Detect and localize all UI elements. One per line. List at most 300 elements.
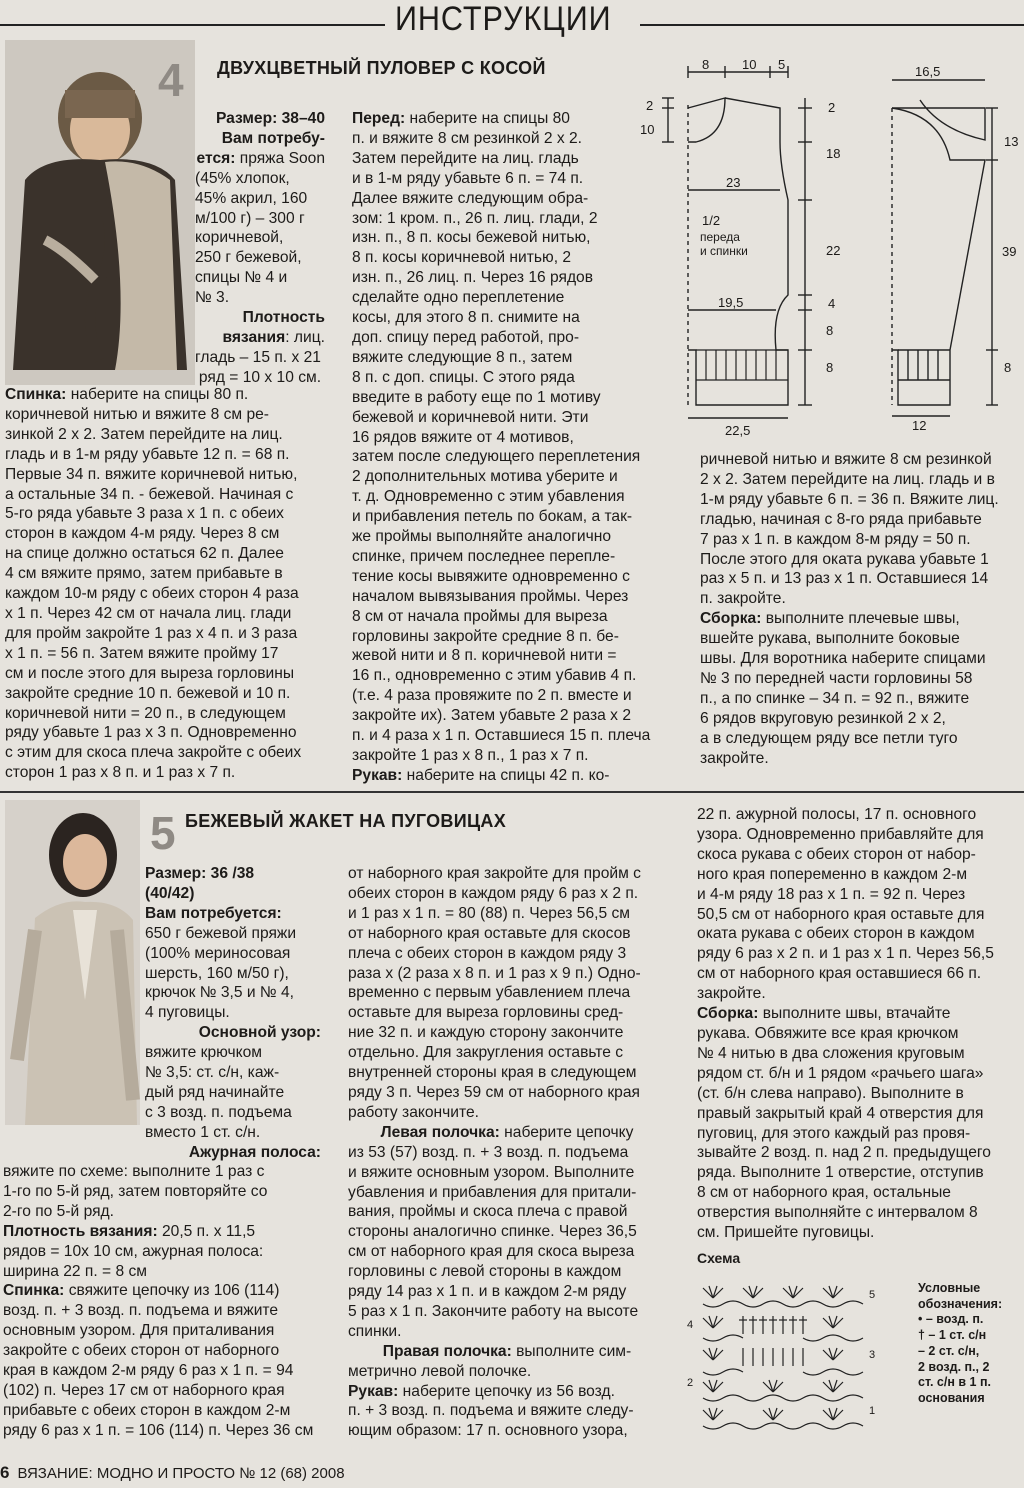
text-run: вяжите крючком: [145, 1044, 263, 1062]
text-line: [697, 1124, 1017, 1144]
text-line: [697, 924, 1017, 944]
text-run: из 53 (57) возд. п. + 3 возд. п. подъема: [348, 1143, 629, 1161]
text-line: [697, 984, 1017, 1004]
legend-items: [918, 1312, 1024, 1406]
sleeve-dim-13: 13: [1004, 134, 1019, 149]
text-run: (102) п. Через 17 см от наборного края: [3, 1381, 285, 1399]
text-run: возд. п. + 3 возд. п. подъема и вяжите: [3, 1302, 279, 1320]
text-line: [352, 129, 670, 149]
text-run: работу закончите.: [348, 1103, 479, 1121]
text-line: [5, 584, 323, 604]
text-run: 2-го по 5-й ряд.: [3, 1202, 114, 1220]
text-run: № 4 нитью в два сложения круговым: [697, 1044, 965, 1062]
magazine-issue: ВЯЗАНИЕ: МОДНО И ПРОСТО № 12 (68) 2008: [17, 1465, 345, 1482]
legend-item: [918, 1360, 1024, 1376]
text-run: № 3 по передней части горловины 58: [700, 669, 973, 687]
text-line: [700, 729, 1018, 749]
text-line: [352, 169, 670, 189]
text-line: [700, 510, 1018, 530]
text-run: наберите на спицы 80 п.: [66, 386, 249, 403]
text-line: [348, 1163, 666, 1183]
text-run: ряду 6 раз х 1 п. = 106 (114) п. Через 36 см: [3, 1421, 314, 1439]
text-line: [145, 1063, 321, 1083]
schema-row-3: 3: [869, 1349, 876, 1361]
pattern-title-2: БЕЖЕВЫЙ ЖАКЕТ НА ПУГОВИЦАХ: [185, 811, 507, 831]
text-line: [352, 428, 670, 448]
text-line: [348, 1322, 666, 1342]
text-line: [145, 884, 321, 904]
pattern-title: ДВУХЦВЕТНЫЙ ПУЛОВЕР С КОСОЙ: [217, 58, 546, 78]
text-line: [352, 189, 670, 209]
text-run: вяжите следующие 8 п., затем: [352, 348, 573, 366]
text-line: [348, 1123, 666, 1143]
text-line: [348, 1362, 666, 1382]
dim-top-5: 5: [778, 57, 786, 72]
text-run: жевой нити и 8 п. коричневой нити =: [352, 647, 617, 665]
dim-width-23: 23: [726, 175, 741, 190]
text-line: [352, 388, 670, 408]
page-header: [0, 0, 1024, 40]
text-run: наберите цепочку: [499, 1123, 634, 1141]
text-line: [145, 1143, 321, 1163]
text-line: [195, 129, 325, 149]
text-line: [697, 1143, 1017, 1163]
text-run: закройте с обеих сторон от наборного: [3, 1342, 280, 1360]
text-line: [697, 1163, 1017, 1183]
text-line: [5, 704, 323, 724]
text-line: [145, 1123, 321, 1143]
text-run: правый закрытый край 4 отверстия для: [697, 1104, 984, 1122]
text-run: наберите цепочку из 56 возд.: [398, 1382, 615, 1400]
pattern4-intro: [195, 109, 325, 388]
text-line: [352, 487, 670, 507]
dim-top-8: 8: [702, 57, 710, 72]
text-label: вязания: [222, 328, 286, 346]
text-run: 650 г бежевой пряжи: [145, 924, 297, 942]
pattern4-column-3: [700, 450, 1018, 769]
text-line: [697, 1104, 1017, 1124]
text-run: и 1 раз х 1 п. = 80 (88) п. Через 56,5 см: [348, 904, 630, 922]
text-line: [5, 504, 323, 524]
text-run: тение косы вывяжите одновременно с: [352, 567, 630, 585]
text-line: [352, 348, 670, 368]
text-run: 45% акрил, 160: [195, 189, 308, 207]
text-run: 8 см от начала проймы для выреза: [352, 607, 608, 625]
text-line: [5, 544, 323, 564]
sleeve-dim-16-5: 16,5: [915, 64, 941, 79]
section-divider: [0, 791, 1024, 793]
text-line: [697, 825, 1017, 845]
text-run: п., а по спинке – 34 п. = 92 п., вяжите: [700, 689, 970, 707]
schema-row-4: 4: [687, 1319, 694, 1331]
text-line: [5, 485, 323, 505]
text-run: ряду 6 раз х 2 п. и 1 раз х 1 п. Через 56,5: [697, 945, 994, 963]
pattern5-intro: [145, 864, 321, 1163]
text-line: [5, 723, 323, 743]
legend-text: ст. с/н в 1 п.: [918, 1375, 991, 1390]
text-line: [348, 924, 666, 944]
page-number: 6: [0, 1463, 10, 1482]
text-line: [3, 1182, 321, 1202]
text-run: х 1 п. = 56 п. Затем вяжите пройму 17: [5, 644, 279, 662]
legend-item: [918, 1312, 1024, 1328]
text-line: [348, 1421, 666, 1441]
text-run: и вяжите основным узором. Выполните: [348, 1163, 635, 1181]
text-run: : лиц.: [285, 328, 325, 346]
legend-item: [918, 1328, 1024, 1344]
text-run: см и после этого для выреза горловины: [5, 664, 295, 682]
text-line: [348, 1262, 666, 1282]
text-run: выполните сим-: [511, 1342, 632, 1360]
text-line: [348, 1043, 666, 1063]
text-run: рядом ст. б/н и 1 рядом «рачьего шага»: [697, 1064, 984, 1082]
text-run: Затем перейдите на лиц. гладь: [352, 149, 579, 167]
dim-right-8b: 8: [826, 360, 834, 375]
text-line: [352, 666, 670, 686]
text-run: спинке, причем последнее перепле-: [352, 547, 616, 565]
model-illustration-2: [5, 800, 140, 1125]
text-line: [697, 964, 1017, 984]
text-line: [5, 644, 323, 664]
text-run: каждом 10-м ряду с обеих сторон 4 раза: [5, 585, 299, 603]
text-run: Первые 34 п. вяжите коричневой нитью,: [5, 465, 298, 483]
text-line: [348, 1222, 666, 1242]
text-line: [352, 308, 670, 328]
dim-width-22-5: 22,5: [725, 423, 751, 438]
text-run: с этим для скоса плеча закройте с обеих: [5, 744, 302, 762]
text-label: Плотность: [242, 309, 325, 327]
text-run: см от наборного края оставшиеся 66 п.: [697, 965, 982, 983]
text-run: 8 п. косы коричневой нитью, 2: [352, 249, 572, 267]
text-line: [348, 1282, 666, 1302]
text-line: [145, 1003, 321, 1023]
text-run: рукава. Обвяжите все края крючком: [697, 1024, 959, 1042]
text-run: коричневой нити = 20 п., в следующем: [5, 704, 286, 722]
text-run: ричневой нитью и вяжите 8 см резинкой: [700, 451, 992, 468]
text-run: 2 х 2. Затем перейдите на лиц. гладь и в: [700, 470, 995, 488]
text-line: [348, 964, 666, 984]
text-line: [352, 149, 670, 169]
text-line: [700, 550, 1018, 570]
text-label: Рукав:: [348, 1382, 399, 1400]
text-line: [145, 983, 321, 1003]
text-run: п. закройте.: [700, 590, 786, 608]
text-run: и 4-м ряду 18 раз х 1 п. = 92 п. Через: [697, 885, 966, 903]
text-run: см. Пришейте пуговицы.: [697, 1224, 875, 1242]
schema-title: Схема: [697, 1250, 741, 1266]
header-rule-right: [640, 24, 1024, 26]
text-line: [5, 763, 323, 783]
text-line: [145, 924, 321, 944]
text-line: [348, 884, 666, 904]
text-line: [700, 629, 1018, 649]
text-run: 1-го по 5-й ряд, затем повторяйте со: [3, 1182, 268, 1200]
text-run: вшейте рукава, выполните боковые: [700, 630, 960, 648]
text-run: ние 32 п. и каждую сторону закончите: [348, 1024, 624, 1042]
text-line: [195, 308, 325, 328]
schema-row-5: 5: [869, 1289, 876, 1301]
text-run: убавления и прибавления для притали-: [348, 1183, 637, 1201]
text-run: косы, для этого 8 п. снимите на: [352, 309, 580, 327]
text-run: гладью, начиная с 8-го ряда прибавьте: [700, 510, 982, 528]
text-line: [3, 1262, 321, 1282]
schema-row-1: 1: [869, 1405, 876, 1417]
text-line: [195, 328, 325, 348]
text-run: 8 см от наборного края, остальные: [697, 1184, 951, 1202]
text-label: Ажурная полоса:: [188, 1143, 321, 1161]
text-run: Далее вяжите следующим обра-: [352, 189, 589, 207]
text-line: [348, 1103, 666, 1123]
text-run: оставьте для выреза горловины сред-: [348, 1004, 624, 1022]
legend-text: – 2 ст. с/н,: [918, 1343, 980, 1358]
text-line: [700, 569, 1018, 589]
text-line: [697, 1064, 1017, 1084]
text-run: гладь – 15 п. х 21: [195, 348, 321, 366]
text-run: 16 рядов вяжите от 4 мотивов,: [352, 428, 574, 446]
text-run: введите в работу еще по 1 мотиву: [352, 388, 601, 406]
text-run: а в следующем ряду все петли туго: [700, 729, 958, 747]
text-run: оката рукава с обеих сторон в каждом: [697, 925, 975, 943]
text-line: [697, 1004, 1017, 1024]
text-line: [352, 746, 670, 766]
text-line: [145, 1103, 321, 1123]
text-run: вяжите по схеме: выполните 1 раз с: [3, 1163, 265, 1180]
text-line: [352, 507, 670, 527]
text-run: и в 1-м ряду убавьте 6 п. = 74 п.: [352, 169, 584, 187]
text-line: [700, 470, 1018, 490]
text-run: зывайте 2 возд. п. над 2 п. предыдущего: [697, 1144, 991, 1162]
text-run: ряду убавьте 1 раз х 3 п. Одновременно: [5, 724, 297, 742]
text-line: [195, 109, 325, 129]
text-run: спицы № 4 и: [195, 269, 288, 287]
text-run: п. и вяжите 8 см резинкой 2 х 2.: [352, 129, 582, 147]
text-label: Сборка:: [700, 610, 762, 628]
text-run: 5-го ряда убавьте 3 раза х 1 п. с обеих: [5, 505, 284, 523]
text-run: 5 раз х 1 п. Закончите работу на высоте: [348, 1302, 639, 1320]
text-line: [348, 1143, 666, 1163]
text-run: горловины с левой стороны в каждом: [348, 1263, 622, 1281]
text-run: сделайте одно переплетение: [352, 289, 565, 307]
text-label: Плотность вязания:: [3, 1222, 158, 1240]
text-run: раз х 5 п. и 13 раз х 1 п. Оставшиеся 14: [700, 570, 989, 588]
text-label: Основной узор:: [198, 1024, 321, 1042]
text-run: зинкой 2 х 2. Затем перейдите на лиц.: [5, 425, 283, 443]
text-line: [697, 944, 1017, 964]
text-run: началом вывязывания проймы. Через: [352, 587, 629, 605]
text-line: [348, 1183, 666, 1203]
text-label: Вам потребу-: [221, 129, 325, 147]
text-line: [348, 1242, 666, 1262]
text-run: ширина 22 п. = 8 см: [3, 1262, 147, 1280]
text-run: наберите на спицы 80: [405, 110, 570, 127]
text-label: Спинка:: [5, 386, 67, 403]
text-run: п. и 4 раза х 1 п. Оставшиеся 15 п. плеча: [352, 727, 651, 745]
dim-right-18: 18: [826, 146, 841, 161]
text-run: обеих сторон в каждом ряду 6 раз х 2 п.: [348, 884, 639, 902]
text-line: [348, 1302, 666, 1322]
text-label: Левая полочка:: [380, 1123, 500, 1141]
text-line: [700, 450, 1018, 470]
text-line: [5, 524, 323, 544]
crochet-schema: [683, 1280, 883, 1440]
text-line: [697, 1044, 1017, 1064]
text-run: доп. спицу перед работой, про-: [352, 328, 580, 346]
text-line: [5, 624, 323, 644]
text-line: [195, 248, 325, 268]
text-run: закройте.: [697, 985, 766, 1003]
text-run: основным узором. Для приталивания: [3, 1322, 275, 1340]
text-line: [348, 1202, 666, 1222]
text-run: 8 п. с доп. спицы. С этого ряда: [352, 368, 575, 386]
legend-item: [918, 1344, 1024, 1360]
text-line: [195, 149, 325, 169]
legend-item: [918, 1375, 1024, 1391]
text-line: [352, 288, 670, 308]
text-line: [352, 686, 670, 706]
sleeve-dim-8: 8: [1004, 360, 1012, 375]
text-line: [195, 169, 325, 189]
text-run: закройте.: [700, 749, 769, 767]
text-line: [348, 1063, 666, 1083]
text-line: [348, 1003, 666, 1023]
schema-legend: [918, 1281, 1024, 1407]
text-line: [195, 189, 325, 209]
text-line: [195, 288, 325, 308]
text-line: [348, 1083, 666, 1103]
text-line: [145, 964, 321, 984]
text-line: [352, 646, 670, 666]
text-line: [5, 564, 323, 584]
text-label: Сборка:: [697, 1005, 759, 1023]
text-run: (45% хлопок,: [195, 169, 290, 187]
text-run: 50,5 см от наборного края оставьте для: [697, 905, 985, 923]
text-run: ющим образом: 17 п. основного узора,: [348, 1422, 628, 1440]
text-line: [5, 405, 323, 425]
text-line: [5, 465, 323, 485]
text-run: зом: 1 кром. п., 26 п. лиц. глади, 2: [352, 209, 598, 227]
text-run: закройте 1 раз х 8 п., 1 раз х 7 п.: [352, 747, 589, 764]
text-run: же проймы выполняйте аналогично: [352, 528, 612, 546]
text-line: [3, 1381, 321, 1401]
text-label: (40/42): [145, 884, 195, 902]
text-line: [5, 445, 323, 465]
text-line: [352, 408, 670, 428]
text-run: узора. Одновременно прибавляйте для: [697, 825, 984, 843]
text-line: [352, 607, 670, 627]
text-run: № 3.: [195, 289, 230, 307]
text-line: [352, 726, 670, 746]
text-run: крючок № 3,5 и № 4,: [145, 984, 294, 1002]
text-run: сторон в каждом 4-м ряду. Через 8 см: [5, 525, 280, 543]
text-run: 4 пуговицы.: [145, 1004, 230, 1022]
text-label: Размер: 38–40: [215, 110, 325, 127]
text-run: плеча с обеих сторон в каждом ряду 3: [348, 944, 627, 962]
text-run: бежевой и коричневой нити. Эти: [352, 408, 589, 426]
text-line: [145, 1043, 321, 1063]
text-line: [697, 1223, 1017, 1243]
text-label: Размер: 36 /38: [145, 865, 255, 882]
text-line: [3, 1222, 321, 1242]
text-line: [352, 268, 670, 288]
pattern-number-2: 5: [150, 807, 176, 859]
text-run: отдельно. Для закругления оставьте с: [348, 1044, 624, 1062]
text-run: спинки.: [348, 1322, 402, 1340]
text-run: пуговиц, для этого каждый раз провя-: [697, 1124, 971, 1142]
text-run: вания, проймы и скоса плеча с правой: [348, 1203, 628, 1221]
text-run: 1-м ряду убавьте 6 п. = 36 п. Вяжите лиц.: [700, 490, 999, 508]
text-run: края в каждом 2-м ряду 6 раз х 1 п. = 94: [3, 1362, 294, 1380]
text-label: Рукав:: [352, 766, 403, 784]
legend-title-1: Условные: [918, 1281, 981, 1295]
pattern5-column-1: [3, 1162, 321, 1441]
text-line: [3, 1361, 321, 1381]
text-line: [3, 1301, 321, 1321]
text-run: ряду 14 раз х 1 п. и в каждом 2-м ряду: [348, 1283, 627, 1301]
text-line: [195, 228, 325, 248]
text-run: (ст. б/н слева направо). Выполните в: [697, 1084, 964, 1102]
text-line: [697, 845, 1017, 865]
text-line: [697, 885, 1017, 905]
text-run: затем после следующего переплетения: [352, 448, 641, 466]
text-run: выполните плечевые швы,: [761, 610, 960, 628]
text-run: х 1 п. Через 42 см от начала лиц. глади: [5, 604, 292, 622]
text-label: Перед:: [352, 110, 406, 127]
dim-left-10: 10: [640, 122, 655, 137]
text-line: [195, 268, 325, 288]
text-line: [3, 1242, 321, 1262]
schema-row-2: 2: [687, 1377, 694, 1389]
text-run: для пройм закройте 1 раз х 4 п. и 3 раза: [5, 624, 298, 642]
text-run: 16 п., одновременно с этим убавив 4 п.: [352, 667, 637, 685]
sleeve-dim-12: 12: [912, 418, 927, 433]
header-rule-left: [0, 24, 385, 26]
text-run: ряду 3 п. Через 59 см от наборного края: [348, 1083, 640, 1101]
text-run: с 3 возд. п. подъема: [145, 1103, 292, 1121]
text-line: [3, 1162, 321, 1182]
dim-right-4: 4: [828, 296, 836, 311]
text-line: [195, 348, 325, 368]
dim-width-19-5: 19,5: [718, 295, 744, 310]
text-line: [697, 865, 1017, 885]
text-run: № 3,5: ст. с/н, каж-: [145, 1064, 280, 1082]
pattern4-column-1: [5, 385, 323, 783]
text-run: от наборного края оставьте для скосов: [348, 924, 631, 942]
text-run: 2 дополнительных мотива уберите и: [352, 468, 618, 486]
text-line: [697, 1203, 1017, 1223]
dim-right-2: 2: [828, 100, 836, 115]
text-run: рядов = 10х 10 см, ажурная полоса:: [3, 1242, 264, 1260]
text-run: отверстия выполняйте с интервалом 8: [697, 1204, 978, 1222]
pattern5-column-3: [697, 805, 1017, 1243]
text-run: После этого для оката рукава убавьте 1: [700, 550, 989, 568]
pattern-number: 4: [158, 54, 184, 106]
dim-right-22: 22: [826, 243, 841, 258]
legend-item: [918, 1391, 1024, 1407]
text-run: ряд = 10 х 10 см.: [198, 368, 322, 386]
text-line: [700, 669, 1018, 689]
text-run: дый ряд начинайте: [145, 1083, 285, 1101]
text-run: свяжите цепочку из 106 (114): [64, 1282, 280, 1300]
legend-symbol: †: [918, 1328, 925, 1343]
text-line: [348, 1401, 666, 1421]
legend-title-2: обозначения:: [918, 1296, 1003, 1311]
dim-right-8a: 8: [826, 323, 834, 338]
pattern4-column-2: [352, 109, 670, 786]
text-line: [352, 467, 670, 487]
text-line: [352, 248, 670, 268]
text-line: [348, 944, 666, 964]
text-run: (100% мериносовая: [145, 944, 291, 962]
